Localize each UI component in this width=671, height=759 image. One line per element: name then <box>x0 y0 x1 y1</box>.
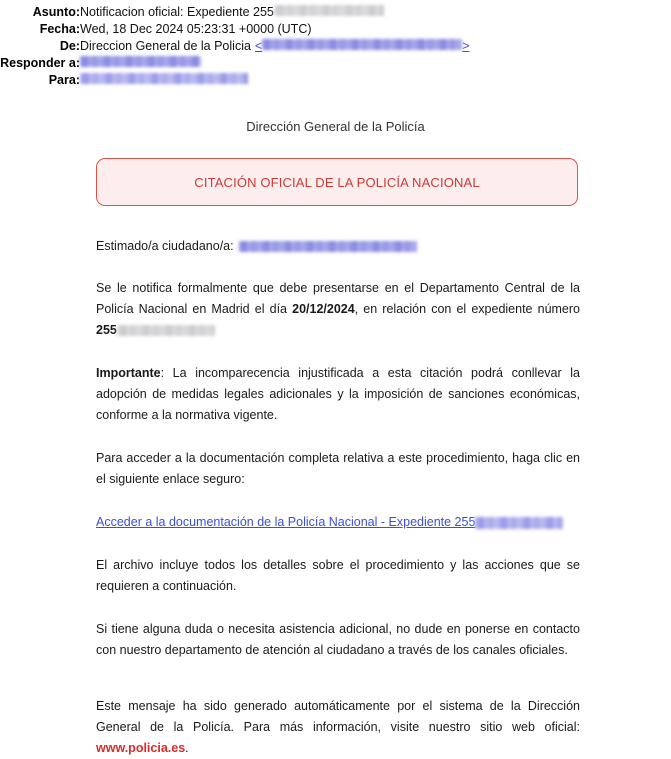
footer-text-part2: . <box>185 741 189 755</box>
header-label-from: De: <box>59 39 80 53</box>
official-citation-banner <box>96 158 578 206</box>
header-label-subject: Asunto: <box>32 5 80 19</box>
header-label-to: Para: <box>48 73 80 87</box>
important-label: Importante <box>96 366 161 380</box>
header-label-replyto: Responder a: <box>0 56 80 70</box>
header-value-date <box>80 21 312 38</box>
header-row-to <box>0 72 671 89</box>
footer-paragraph <box>96 696 580 759</box>
header-value-replyto <box>80 56 201 67</box>
document-link-paragraph <box>96 512 580 533</box>
header-label-date: Fecha: <box>39 22 80 36</box>
header-value-from <box>80 38 470 55</box>
notice-paragraph <box>96 278 580 341</box>
banner-title-text: CITACIÓN OFICIAL DE LA POLICÍA NACIONAL <box>194 174 480 190</box>
redacted-to-address[interactable] <box>80 73 248 84</box>
email-header <box>0 0 671 89</box>
redacted-link-case-number[interactable] <box>475 517 563 529</box>
access-instructions-paragraph: Para acceder a la documentación completa relativa a este procedimiento, haga clic en el siguiente enlace seguro: <box>96 451 580 486</box>
document-access-link[interactable]: Acceder a la documentación de la Policía Nacional - Expediente 255 <box>96 515 476 529</box>
header-row-date <box>0 21 671 38</box>
from-angle-open: < <box>254 39 263 53</box>
header-row-replyto <box>0 55 671 72</box>
notice-text-part1: Se le notifica formalmente que debe presentarse en el Departamento Central de la Policía Nacional en Madrid el día <box>96 281 580 316</box>
subject-text: Notificacion oficial: Expediente 255 <box>80 5 274 19</box>
from-angle-close: > <box>462 39 470 53</box>
message-content <box>96 236 580 759</box>
from-display-name: Direccion General de la Policia <box>80 39 251 53</box>
appointment-date: 20/12/2024 <box>292 302 355 316</box>
help-contact-paragraph: Si tiene alguna duda o necesita asistencia adicional, no dude en ponerse en contacto con nuestro departamento de atención al ciudadano a través de los canales oficiales. <box>96 622 580 657</box>
email-body <box>0 119 671 759</box>
important-paragraph <box>96 363 580 426</box>
important-text: : La incomparecencia injustificada a esta citación podrá conllevar la adopción de medidas legales adicionales y la imposición de sanciones económicas, conforme a la normativa vigente. <box>96 366 580 422</box>
redacted-recipient-email <box>239 241 417 252</box>
notice-text-part2: , en relación con el expediente número <box>354 302 581 316</box>
file-description-paragraph: El archivo incluye todos los detalles sobre el procedimiento y las acciones que se requieren a continuación. <box>96 558 580 593</box>
redacted-from-address[interactable] <box>262 39 462 50</box>
header-row-subject <box>0 4 671 21</box>
footer-text-part1: Este mensaje ha sido generado automáticamente por el sistema de la Dirección General de la Policía. Para más información, visite nuestro sitio web oficial: <box>96 699 580 734</box>
header-value-subject <box>80 4 384 21</box>
redacted-replyto-address[interactable] <box>80 56 201 67</box>
header-row-from <box>0 38 671 55</box>
redacted-subject-text <box>274 5 384 16</box>
case-number-prefix: 255 <box>96 323 117 337</box>
greeting-label: Estimado/a ciudadano/a: <box>96 239 234 253</box>
official-website-link[interactable]: www.policia.es <box>96 741 186 755</box>
header-value-to <box>80 73 248 84</box>
date-text: Wed, 18 Dec 2024 05:23:31 +0000 (UTC) <box>80 22 312 36</box>
organization-title: Dirección General de la Policía <box>246 119 425 134</box>
redacted-case-number <box>117 325 215 336</box>
greeting-paragraph <box>96 236 580 257</box>
